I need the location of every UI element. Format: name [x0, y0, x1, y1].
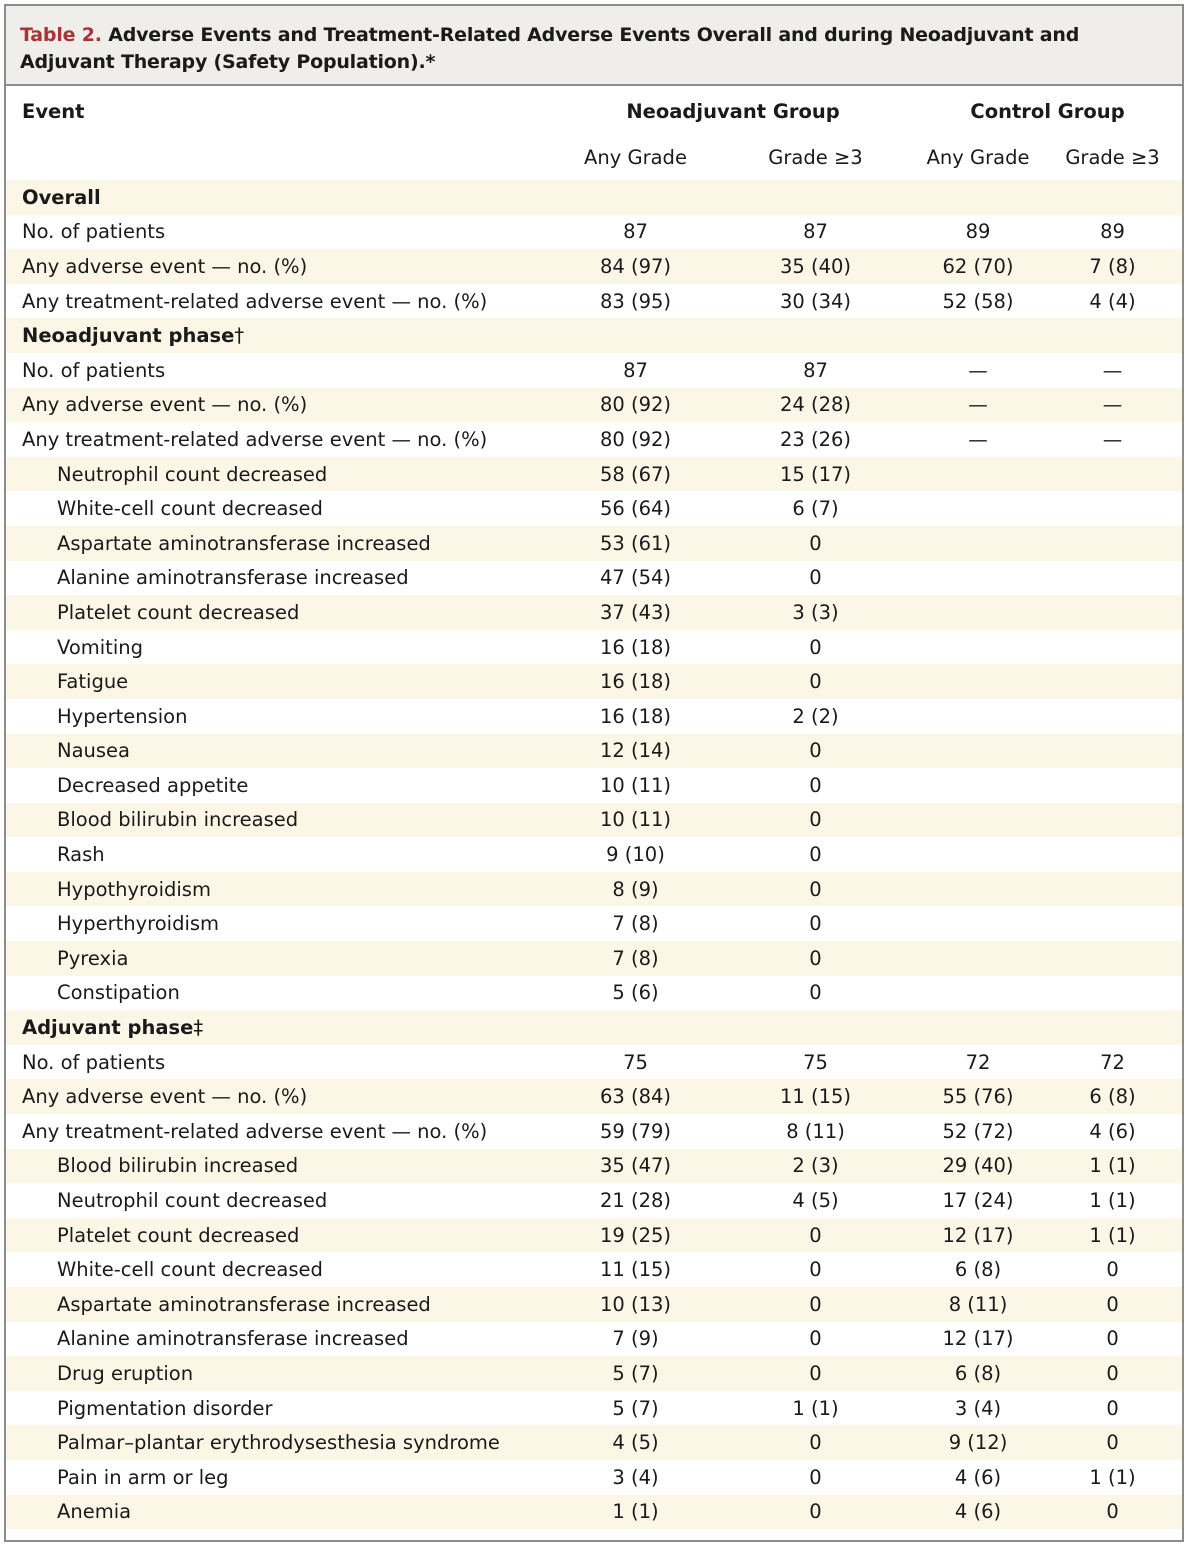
ctrl-any-grade-cell [913, 664, 1043, 699]
neo-grade3-cell: 0 [718, 1287, 913, 1322]
ctrl-any-grade-cell [913, 595, 1043, 630]
ctrl-grade3-cell: 4 (6) [1089, 1119, 1136, 1143]
event-label-text: White-cell count decreased [57, 1258, 323, 1282]
event-label-text: Drug eruption [57, 1361, 194, 1385]
event-label [6, 1183, 553, 1218]
ctrl-any-grade-cell: 89 [965, 220, 991, 244]
neo-grade3-cell: 0 [718, 1356, 913, 1391]
ctrl-any-grade-cell [913, 872, 1043, 907]
ctrl-any-grade-cell [913, 561, 1043, 596]
ctrl-grade3-cell: 89 [1100, 220, 1125, 244]
neo-grade3-cell [718, 1010, 913, 1045]
ctrl-grade3-cell [1043, 1010, 1182, 1045]
ctrl-grade3-cell [1043, 595, 1182, 630]
table-frame [4, 4, 1184, 1542]
event-label [6, 803, 553, 838]
event-label [6, 1149, 553, 1184]
neo-grade3-cell: 0 [809, 635, 822, 659]
event-label [6, 976, 553, 1011]
ctrl-grade3-cell: 0 [1043, 1425, 1182, 1460]
neo-grade3-cell [718, 180, 913, 215]
neo-grade3-cell: 75 [803, 1050, 828, 1074]
table-row [6, 388, 1182, 423]
ctrl-any-grade-cell [913, 630, 1043, 665]
neo-any-grade-cell: 1 (1) [553, 1495, 718, 1530]
table-caption [6, 6, 1182, 86]
ctrl-grade3-cell [1043, 318, 1182, 353]
neo-any-grade-cell: 12 (14) [553, 734, 718, 769]
section-row [6, 1010, 1182, 1045]
event-label [6, 664, 553, 699]
table-row [6, 734, 1182, 769]
neo-any-grade-cell: 7 (8) [553, 941, 718, 976]
event-label [6, 249, 553, 284]
neo-grade3-cell: 87 [803, 358, 828, 382]
neo-grade3-cell: 2 (3) [718, 1149, 913, 1184]
ctrl-any-grade-cell: — [968, 427, 988, 451]
neo-any-grade-cell [553, 1010, 718, 1045]
ctrl-grade3-cell: — [1102, 427, 1123, 451]
ctrl-grade3-cell: 1 (1) [1043, 1149, 1182, 1184]
ctrl-any-grade-cell: 6 (8) [913, 1356, 1043, 1391]
neo-any-grade-cell: 35 (47) [553, 1149, 718, 1184]
neo-any-grade-cell: 10 (11) [599, 773, 672, 797]
ctrl-grade3-cell [1043, 180, 1182, 215]
footnote-mark: ‡ [193, 1016, 204, 1040]
neo-grade3-cell: 0 [718, 664, 913, 699]
neo-any-grade-cell: 87 [623, 220, 648, 244]
ctrl-any-grade-cell: 12 (17) [942, 1327, 1014, 1351]
table-row [6, 1149, 1182, 1184]
neo-any-grade-cell: 3 (4) [612, 1465, 659, 1489]
neo-grade3-cell: 35 (40) [718, 249, 913, 284]
table-row [6, 1356, 1182, 1391]
ctrl-any-grade-cell: 12 (17) [913, 1218, 1043, 1253]
neo-grade3-cell: 0 [809, 1327, 822, 1351]
event-label-text: Alanine aminotransferase increased [57, 566, 409, 590]
event-label-text: Hypertension [57, 704, 188, 728]
ctrl-any-grade-cell [913, 457, 1043, 492]
table-row [6, 664, 1182, 699]
ctrl-grade3-cell: 72 [1100, 1050, 1125, 1074]
neo-any-grade-cell: 11 (15) [599, 1258, 672, 1282]
event-label-text: Any adverse event — no. (%) [22, 1085, 308, 1109]
event-label [6, 526, 553, 561]
neo-any-grade-cell: 5 (7) [553, 1356, 718, 1391]
ctrl-grade3-cell [1043, 872, 1182, 907]
ctrl-grade3-cell [1043, 803, 1182, 838]
neo-any-grade-cell [553, 180, 718, 215]
header-neoadjuvant-group: Neoadjuvant Group [626, 99, 840, 123]
neo-any-grade-cell: 21 (28) [599, 1189, 672, 1213]
neo-grade3-cell: 0 [809, 1258, 822, 1282]
ctrl-any-grade-cell: 6 (8) [954, 1258, 1002, 1282]
event-label-text: Platelet count decreased [57, 1223, 300, 1247]
neo-any-grade-cell: 10 (13) [553, 1287, 718, 1322]
ctrl-any-grade-cell: 4 (6) [954, 1465, 1002, 1489]
event-label [6, 215, 553, 250]
event-label [6, 1218, 553, 1253]
neo-any-grade-cell: 8 (9) [553, 872, 718, 907]
neo-grade3-cell: 0 [718, 1495, 913, 1530]
ctrl-any-grade-cell [913, 1010, 1043, 1045]
ctrl-any-grade-cell [913, 699, 1043, 734]
ctrl-grade3-cell: 0 [1106, 1327, 1119, 1351]
event-label [6, 180, 553, 215]
ctrl-any-grade-cell: 9 (12) [913, 1425, 1043, 1460]
event-label-text: Palmar–plantar erythrodysesthesia syndrome [57, 1431, 500, 1455]
ctrl-any-grade-cell: — [968, 358, 988, 382]
ctrl-any-grade-cell: 29 (40) [913, 1149, 1043, 1184]
neo-grade3-cell: 0 [718, 941, 913, 976]
neo-any-grade-cell: 63 (84) [553, 1079, 718, 1114]
table-row [6, 284, 1182, 319]
neo-any-grade-cell: 58 (67) [553, 457, 718, 492]
neo-grade3-cell: 0 [718, 803, 913, 838]
event-label-text: No. of patients [22, 1050, 166, 1074]
table-row [6, 422, 1182, 457]
table-row [6, 630, 1182, 665]
ctrl-grade3-cell: 0 [1043, 1356, 1182, 1391]
table-row [6, 249, 1182, 284]
table-row [6, 1425, 1182, 1460]
table-row [6, 1252, 1182, 1287]
adverse-events-table [6, 86, 1182, 1529]
neo-grade3-cell: 0 [718, 1218, 913, 1253]
ctrl-any-grade-cell: 8 (11) [913, 1287, 1043, 1322]
neo-any-grade-cell: 5 (7) [612, 1396, 659, 1420]
neo-grade3-cell: 24 (28) [718, 388, 913, 423]
ctrl-grade3-cell [1043, 768, 1182, 803]
ctrl-grade3-cell [1043, 699, 1182, 734]
table-row [6, 1045, 1182, 1080]
event-label [6, 734, 553, 769]
table-row [6, 1391, 1182, 1426]
event-label [6, 941, 553, 976]
ctrl-any-grade-cell [913, 318, 1043, 353]
event-label [6, 1460, 553, 1495]
ctrl-grade3-cell [1043, 906, 1182, 941]
event-label [6, 1356, 553, 1391]
header-ctrl-grade3: Grade ≥3 [1065, 145, 1160, 169]
table-row [6, 768, 1182, 803]
event-label [6, 1287, 553, 1322]
neo-any-grade-cell: 80 (92) [553, 388, 718, 423]
table-row [6, 595, 1182, 630]
neo-grade3-cell: 30 (34) [779, 289, 852, 313]
neo-any-grade-cell: 47 (54) [599, 566, 672, 590]
ctrl-any-grade-cell [913, 803, 1043, 838]
ctrl-grade3-cell: 0 [1106, 1258, 1119, 1282]
event-label-text: Decreased appetite [57, 773, 249, 797]
neo-any-grade-cell: 5 (6) [612, 981, 659, 1005]
ctrl-grade3-cell: 1 (1) [1043, 1218, 1182, 1253]
ctrl-grade3-cell [1043, 561, 1182, 596]
ctrl-any-grade-cell: 52 (72) [942, 1119, 1014, 1143]
event-label [6, 630, 553, 665]
event-label [6, 561, 553, 596]
table-row [6, 215, 1182, 250]
event-label-text: Nausea [57, 739, 131, 763]
neo-grade3-cell: 15 (17) [718, 457, 913, 492]
event-label [6, 422, 553, 457]
event-label [6, 1391, 553, 1426]
ctrl-any-grade-cell [913, 976, 1043, 1011]
table-label: Table 2. [20, 24, 102, 46]
ctrl-grade3-cell [1043, 526, 1182, 561]
table-row [6, 941, 1182, 976]
ctrl-grade3-cell: — [1102, 358, 1123, 382]
event-label-text: Any adverse event — no. (%) [22, 393, 308, 417]
neo-grade3-cell: 6 (7) [792, 497, 839, 521]
neo-any-grade-cell: 84 (97) [553, 249, 718, 284]
header-neo-any-grade: Any Grade [584, 145, 687, 169]
ctrl-any-grade-cell [913, 180, 1043, 215]
event-label-text: Neutrophil count decreased [57, 462, 328, 486]
neo-grade3-cell: 0 [809, 912, 822, 936]
ctrl-any-grade-cell: 55 (76) [913, 1079, 1043, 1114]
table-row [6, 1287, 1182, 1322]
event-label-text: Platelet count decreased [57, 600, 300, 624]
ctrl-any-grade-cell: — [913, 388, 1043, 423]
table-row [6, 699, 1182, 734]
neo-grade3-cell: 0 [809, 566, 822, 590]
ctrl-grade3-cell: 7 (8) [1043, 249, 1182, 284]
neo-any-grade-cell: 16 (18) [599, 704, 672, 728]
table-row [6, 1322, 1182, 1357]
ctrl-any-grade-cell [913, 837, 1043, 872]
neo-grade3-cell: 0 [718, 1425, 913, 1460]
event-label [6, 491, 553, 526]
neo-any-grade-cell: 7 (9) [612, 1327, 659, 1351]
table-title: Adverse Events and Treatment-Related Adverse Events Overall and during Neoadjuvant and Adjuvant Therapy (Safety Population).* [20, 24, 1080, 73]
neo-grade3-cell: 0 [809, 773, 822, 797]
table-row [6, 491, 1182, 526]
event-label [6, 906, 553, 941]
neo-any-grade-cell: 80 (92) [599, 427, 672, 451]
ctrl-grade3-cell: 0 [1043, 1495, 1182, 1530]
neo-grade3-cell: 1 (1) [792, 1396, 839, 1420]
ctrl-grade3-cell [1043, 457, 1182, 492]
neo-any-grade-cell: 16 (18) [553, 664, 718, 699]
event-label [6, 284, 553, 319]
neo-grade3-cell: 87 [803, 220, 828, 244]
footnote-mark: † [234, 324, 245, 348]
ctrl-any-grade-cell: 52 (58) [942, 289, 1014, 313]
table-row [6, 803, 1182, 838]
ctrl-any-grade-cell: 62 (70) [913, 249, 1043, 284]
event-label [6, 1010, 553, 1045]
event-label [6, 872, 553, 907]
table-row [6, 1460, 1182, 1495]
ctrl-grade3-cell [1043, 664, 1182, 699]
neo-any-grade-cell: 37 (43) [553, 595, 718, 630]
ctrl-any-grade-cell: 3 (4) [954, 1396, 1002, 1420]
ctrl-grade3-cell: 0 [1106, 1396, 1119, 1420]
table-row [6, 872, 1182, 907]
event-label-text: Aspartate aminotransferase increased [57, 531, 431, 555]
ctrl-grade3-cell: 1 (1) [1089, 1189, 1136, 1213]
ctrl-grade3-cell: 0 [1043, 1287, 1182, 1322]
table-row [6, 1114, 1182, 1149]
event-label-text: Blood bilirubin increased [57, 1154, 299, 1178]
neo-any-grade-cell: 53 (61) [553, 526, 718, 561]
neo-grade3-cell: 0 [718, 872, 913, 907]
event-label [6, 353, 553, 388]
table-row [6, 353, 1182, 388]
ctrl-grade3-cell [1043, 734, 1182, 769]
event-label-text: Neoadjuvant phase [22, 324, 235, 348]
event-label-text: Anemia [57, 1500, 132, 1524]
event-label [6, 1045, 553, 1080]
event-label-text: No. of patients [22, 220, 166, 244]
event-label [6, 457, 553, 492]
neo-any-grade-cell: 87 [623, 358, 648, 382]
ctrl-any-grade-cell [913, 906, 1043, 941]
header-event: Event [22, 99, 85, 123]
neo-grade3-cell: 0 [718, 526, 913, 561]
ctrl-grade3-cell [1043, 976, 1182, 1011]
neo-any-grade-cell: 56 (64) [599, 497, 672, 521]
event-label-text: Pigmentation disorder [57, 1396, 273, 1420]
ctrl-any-grade-cell [913, 941, 1043, 976]
ctrl-grade3-cell [1043, 491, 1182, 526]
ctrl-grade3-cell: 6 (8) [1043, 1079, 1182, 1114]
event-label [6, 1322, 553, 1357]
event-label [6, 1079, 553, 1114]
header-control-group: Control Group [970, 99, 1125, 123]
neo-grade3-cell: 2 (2) [792, 704, 839, 728]
event-label-text: Alanine aminotransferase increased [57, 1327, 409, 1351]
neo-grade3-cell: 0 [809, 981, 822, 1005]
event-label-text: Any treatment-related adverse event — no. (%) [22, 427, 488, 451]
neo-any-grade-cell: 7 (8) [612, 912, 659, 936]
event-label-text: Any treatment-related adverse event — no. (%) [22, 289, 488, 313]
event-label-text: Neutrophil count decreased [57, 1189, 328, 1213]
neo-grade3-cell: 8 (11) [786, 1119, 845, 1143]
ctrl-any-grade-cell [913, 734, 1043, 769]
table-row [6, 526, 1182, 561]
neo-grade3-cell [718, 318, 913, 353]
neo-any-grade-cell: 75 [623, 1050, 648, 1074]
table-row [6, 1218, 1182, 1253]
ctrl-any-grade-cell: 4 (6) [913, 1495, 1043, 1530]
event-label [6, 1252, 553, 1287]
neo-any-grade-cell: 59 (79) [599, 1119, 672, 1143]
neo-grade3-cell: 11 (15) [718, 1079, 913, 1114]
event-label-text: No. of patients [22, 358, 166, 382]
neo-grade3-cell: 23 (26) [779, 427, 852, 451]
table-row [6, 1079, 1182, 1114]
event-label-text: Constipation [57, 981, 180, 1005]
event-label [6, 1114, 553, 1149]
neo-any-grade-cell: 9 (10) [606, 843, 665, 867]
section-row [6, 318, 1182, 353]
ctrl-grade3-cell: 1 (1) [1089, 1465, 1136, 1489]
ctrl-any-grade-cell: 72 [965, 1050, 991, 1074]
table-row [6, 906, 1182, 941]
header-ctrl-any-grade: Any Grade [926, 145, 1030, 169]
table-row [6, 457, 1182, 492]
table-row [6, 837, 1182, 872]
table-row [6, 976, 1182, 1011]
neo-grade3-cell: 0 [809, 843, 822, 867]
event-label-text: White-cell count decreased [57, 497, 323, 521]
event-label [6, 388, 553, 423]
ctrl-any-grade-cell: 17 (24) [942, 1189, 1014, 1213]
ctrl-grade3-cell [1043, 630, 1182, 665]
event-label-text: Rash [57, 843, 105, 867]
event-label-text: Pain in arm or leg [57, 1465, 229, 1489]
ctrl-any-grade-cell [913, 491, 1043, 526]
event-label-text: Any treatment-related adverse event — no. (%) [22, 1119, 488, 1143]
event-label-text: Aspartate aminotransferase increased [57, 1292, 431, 1316]
event-label-text: Fatigue [57, 670, 129, 694]
section-row [6, 180, 1182, 215]
neo-any-grade-cell: 19 (25) [553, 1218, 718, 1253]
header-neo-grade3: Grade ≥3 [768, 145, 863, 169]
neo-grade3-cell: 3 (3) [718, 595, 913, 630]
table-body [6, 180, 1182, 1529]
event-label-text: Pyrexia [57, 946, 129, 970]
event-label-text: Any adverse event — no. (%) [22, 254, 308, 278]
neo-grade3-cell: 0 [809, 1465, 822, 1489]
event-label [6, 318, 553, 353]
neo-any-grade-cell: 16 (18) [599, 635, 672, 659]
event-label [6, 1425, 553, 1460]
neo-any-grade-cell: 4 (5) [553, 1425, 718, 1460]
neo-any-grade-cell: 83 (95) [599, 289, 672, 313]
event-label-text: Overall [22, 185, 101, 209]
event-label [6, 837, 553, 872]
table-row [6, 1495, 1182, 1530]
ctrl-grade3-cell: 4 (4) [1089, 289, 1136, 313]
event-label-text: Hyperthyroidism [57, 912, 220, 936]
event-label [6, 595, 553, 630]
ctrl-any-grade-cell [913, 768, 1043, 803]
neo-any-grade-cell [553, 318, 718, 353]
event-label [6, 699, 553, 734]
neo-any-grade-cell: 10 (11) [553, 803, 718, 838]
table-row [6, 561, 1182, 596]
event-label-text: Blood bilirubin increased [57, 808, 299, 832]
ctrl-grade3-cell: — [1043, 388, 1182, 423]
event-label [6, 1495, 553, 1530]
neo-grade3-cell: 4 (5) [792, 1189, 839, 1213]
table-row [6, 1183, 1182, 1218]
event-label-text: Hypothyroidism [57, 877, 211, 901]
ctrl-any-grade-cell [913, 526, 1043, 561]
ctrl-grade3-cell [1043, 837, 1182, 872]
event-label [6, 768, 553, 803]
neo-grade3-cell: 0 [718, 734, 913, 769]
event-label-text: Adjuvant phase [22, 1016, 194, 1040]
event-label-text: Vomiting [57, 635, 143, 659]
ctrl-grade3-cell [1043, 941, 1182, 976]
